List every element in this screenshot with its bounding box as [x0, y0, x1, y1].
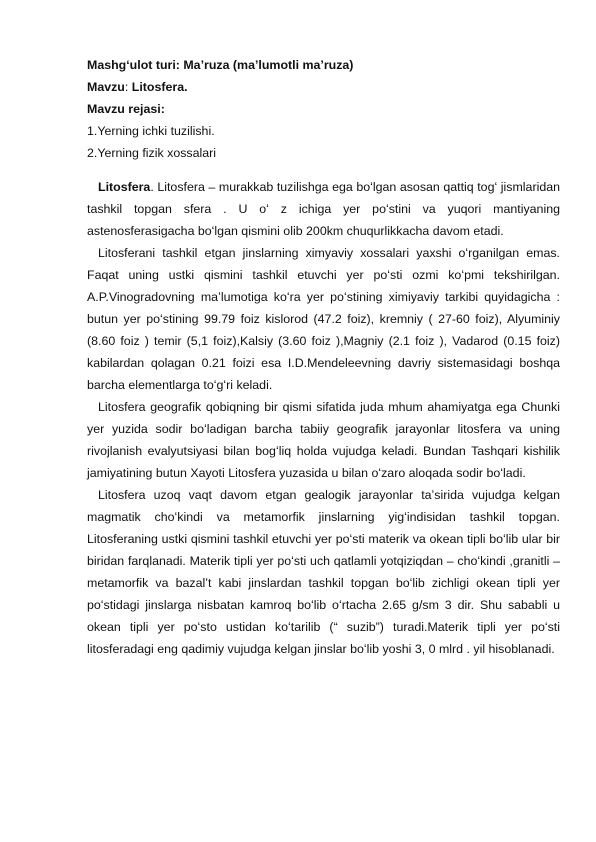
- paragraph-1: [87, 176, 560, 242]
- topic-label: Mavzu: [87, 80, 125, 94]
- paragraph-1-text: . Litosfera – murakkab tuzilishga ega boʻlgan asosan qattiq togʻ jismlaridan tashkil topgan sfera . U oʻ z ichiga yer poʻstini va yuqori mantiyaning astenosferasigacha boʻlgan qismini olib 200km chuqurlikkacha davom etadi.: [87, 180, 560, 238]
- lesson-type-heading: Mashgʻulot turi: Maʼruza (maʼlumotli maʼruza): [87, 58, 354, 72]
- document-page: [87, 54, 560, 660]
- spacer: [87, 164, 560, 176]
- plan-item-1: 1.Yerning ichki tuzilishi.: [87, 124, 215, 138]
- plan-item-2: 2.Yerning fizik xossalari: [87, 146, 217, 160]
- paragraph-1-lead: Litosfera: [98, 180, 151, 194]
- paragraph-2: Litosferani tashkil etgan jinslarning ximyaviy xossalari yaxshi oʻrganilgan emas. Faqat uning ustki qismini tashkil etuvchi yer poʻsti ozmi koʻpmi tekshirilgan. A.P.Vinogradovning maʼlumotiga koʻra yer poʻstining ximiyaviy tarkibi quyidagicha : butun yer poʻstining 99.79 foiz kislorod (47.2 foiz), kremniy ( 27-60 foiz), Alyuminiy (8.60 foiz ) temir (5,1 foiz),Kalsiy (3.60 foiz ),Magniy (2.1 foiz ), Vadarod (0.15 foiz) kabilardan qolagan 0.21 foizi esa I.D.Mendeleevning davriy sistemasidagi boshqa barcha elementlarga toʻgʻri keladi.: [87, 246, 560, 392]
- paragraph-3: Litosfera geografik qobiqning bir qismi sifatida juda mhum ahamiyatga ega Chunki yer yuzida sodir boʻladigan barcha tabiiy geografik jarayonlar litosfera va uning rivojlanish evalyutsiyasi bilan bogʻliq holda vujudga keladi. Bundan Tashqari kishilik jamiyatining butun Xayoti Litosfera yuzasida u bilan oʻzaro aloqada sodir boʻladi.: [87, 400, 560, 480]
- topic-value: Litosfera.: [131, 80, 188, 94]
- topic-line: [87, 76, 560, 98]
- paragraph-4: Litosfera uzoq vaqt davom etgan gealogik jarayonlar taʼsirida vujudga kelgan magmatik choʻkindi va metamorfik jinslarning yigʻindisidan tashkil topgan. Litosferaning ustki qismini tashkil etuvchi yer poʻsti materik va okean tipli boʻlib ular bir biridan farqlanadi. Materik tipli yer poʻsti uch qatlamli yotqiziqdan – choʻkindi ,granitli – metamorfik va bazalʼt kabi jinslardan tashkil topgan boʻlib zichligi okean tipli yer poʻstidagi jinslarga nisbatan kamroq boʻlib oʻrtacha 2.65 g/sm 3 dir. Shu sababli u okean tipli yer poʻsto ustidan koʻtarilib (“ suzib”) turadi.Materik tipli yer poʻsti litosferadagi eng qadimiy vujudga kelgan jinslar boʻlib yoshi 3, 0 mlrd . yil hisoblanadi.: [87, 488, 560, 656]
- topic-separator: :: [124, 80, 132, 94]
- plan-heading: Mavzu rejasi:: [87, 102, 165, 116]
